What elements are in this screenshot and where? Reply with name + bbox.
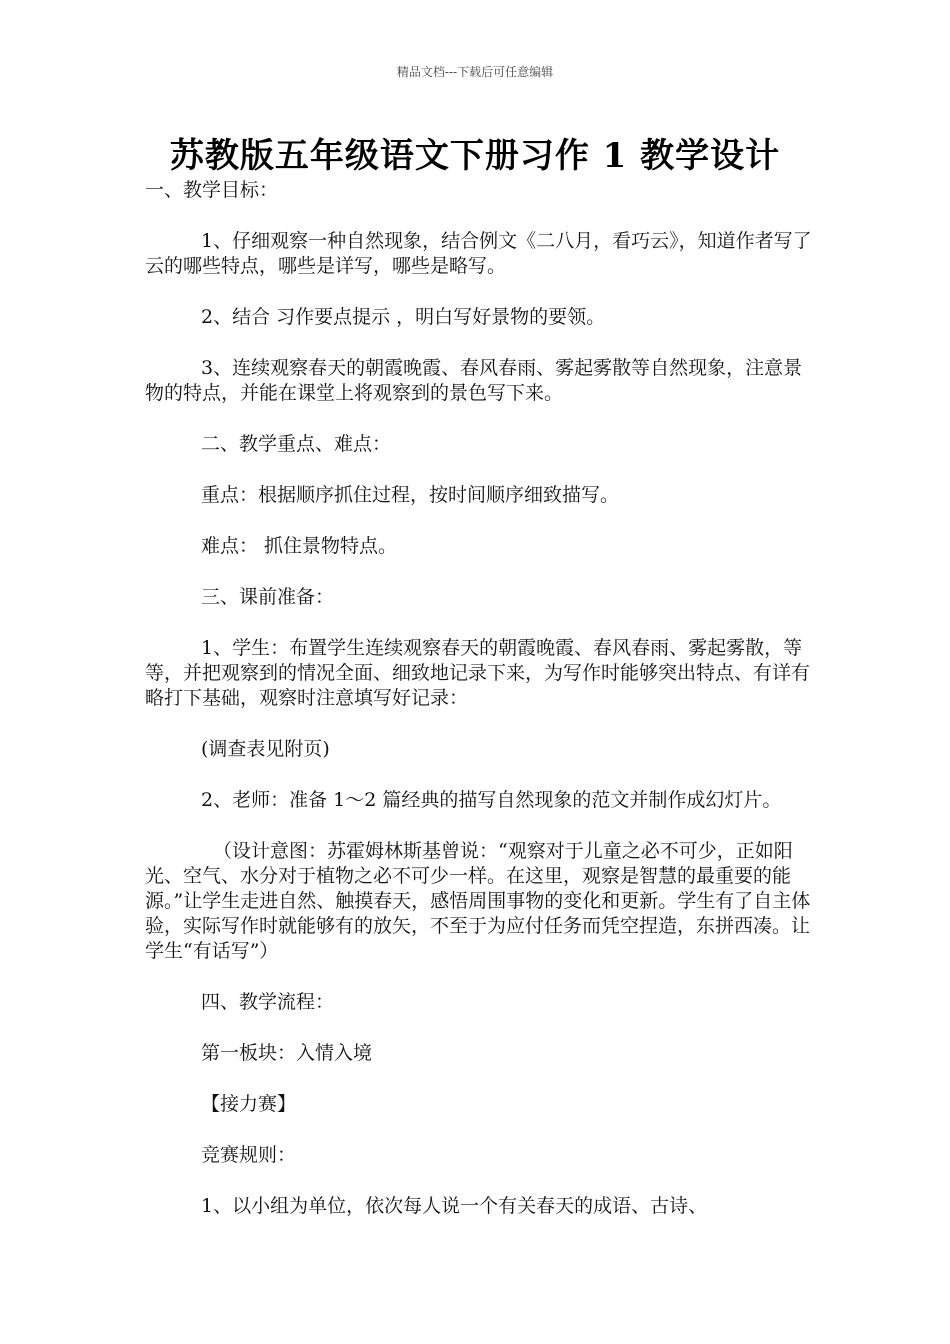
section-heading-objectives: 一、教学目标： bbox=[145, 179, 279, 201]
document-title: 苏教版五年级语文下册习作 1 教学设计 bbox=[169, 136, 781, 176]
section-heading-key-points: 二、教学重点、难点： bbox=[201, 433, 392, 455]
section-heading-process: 四、教学流程： bbox=[201, 991, 335, 1013]
paragraph-survey-note: (调查表见附页) bbox=[201, 738, 330, 760]
paragraph-preparation-students: 1、学生：布置学生连续观察春天的朝霞晚霞、春风春雨、雾起雾散，等等，并把观察到的情况全面、细致地记录下来，为写作时能够突出特点、有详有略打下基础，观察时注意填写好记录： bbox=[145, 637, 811, 709]
section-heading-preparation: 三、课前准备： bbox=[201, 586, 335, 608]
paragraph-key-point: 重点：根据顺序抓住过程，按时间顺序细致描写。 bbox=[201, 484, 620, 506]
paragraph-rules-heading: 竞赛规则： bbox=[201, 1144, 297, 1166]
paragraph-block-1: 第一板块：入情入境 bbox=[201, 1042, 373, 1064]
paragraph-rule-1: 1、以小组为单位，依次每人说一个有关春天的成语、古诗、 bbox=[201, 1195, 708, 1217]
page-header: 精品文档---下载后可任意编辑 bbox=[396, 65, 554, 79]
paragraph-preparation-teacher: 2、老师：准备 1～2 篇经典的描写自然现象的范文并制作成幻灯片。 bbox=[201, 789, 782, 811]
paragraph-design-intent: （设计意图：苏霍姆林斯基曾说：“观察对于儿童之必不可少，正如阳光、空气、水分对于植物之必不可少一样。在这里，观察是智慧的最重要的能源。”让学生走进自然、触摸春天，感悟周围事物的变化和更新。学生有了自主体验，实际写作时就能够有的放矢，不至于为应付任务而凭空捏造，东拼西凑。让学生“有话写”） bbox=[145, 840, 811, 962]
paragraph-objective-1: 1、仔细观察一种自然现象，结合例文《二八月，看巧云》，知道作者写了云的哪些特点，哪些是详写，哪些是略写。 bbox=[145, 230, 812, 277]
paragraph-objective-2: 2、结合 习作要点提示 ，明白写好景物的要领。 bbox=[201, 306, 606, 328]
paragraph-objective-3: 3、连续观察春天的朝霞晚霞、春风春雨、雾起雾散等自然现象，注意景物的特点，并能在课堂上将观察到的景色写下来。 bbox=[145, 357, 803, 404]
paragraph-difficulty: 难点： 抓住景物特点。 bbox=[201, 535, 398, 557]
paragraph-relay-race: 【接力赛】 bbox=[201, 1093, 297, 1115]
document-body bbox=[145, 178, 813, 1219]
